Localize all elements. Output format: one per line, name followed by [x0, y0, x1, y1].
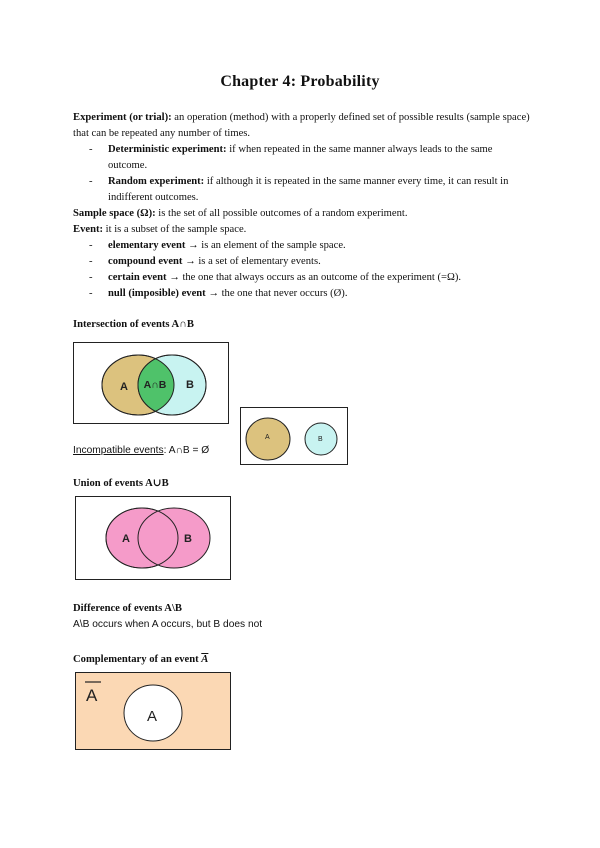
definitions-block [73, 110, 533, 302]
experiment-types-list [73, 142, 533, 206]
label-a: A [265, 434, 270, 441]
label-a: A [147, 708, 158, 725]
event-type-term: null (imposible) event [108, 288, 206, 299]
complement-diagram [75, 672, 231, 750]
union-diagram [75, 496, 231, 580]
list-item [89, 286, 533, 302]
random-term: Random experiment: [108, 176, 205, 187]
incompatible-formula: : A∩B = Ø [163, 445, 210, 456]
incompatible-diagram [240, 407, 348, 465]
list-item [89, 174, 533, 206]
experiment-definition [73, 110, 533, 142]
event-type-term: compound event [108, 256, 183, 267]
label-a: A [122, 533, 130, 545]
intersection-diagram [73, 342, 229, 424]
event-text: it is a subset of the sample space. [103, 224, 247, 235]
page-title: Chapter 4: Probability [220, 73, 380, 90]
circle-b [138, 508, 210, 568]
event-type-text: → the one that never occurs (Ø). [205, 288, 348, 299]
event-definition [73, 222, 533, 238]
random-text: if although it is repeated in the same manner every time, it can result in indifferent outcomes. [108, 176, 509, 203]
label-b: B [184, 533, 192, 545]
event-type-term: elementary event [108, 240, 186, 251]
label-b: B [318, 436, 323, 443]
list-item [89, 238, 533, 254]
complement-heading [73, 654, 208, 665]
complement-heading-text: Complementary of an event [73, 654, 202, 665]
intersection-heading: Intersection of events A∩B [73, 319, 194, 330]
event-type-term: certain event [108, 272, 167, 283]
list-item [89, 142, 533, 174]
experiment-text: an operation (method) with a properly defined set of possible results (sample space) that can be repeated any number of times. [73, 112, 530, 139]
event-type-text: → is an element of the sample space. [185, 240, 346, 251]
incompatible-events-caption [73, 445, 209, 456]
complement-heading-symbol: $\overline{A}$ [201, 654, 209, 665]
difference-text: A\B occurs when A occurs, but B does not [73, 619, 263, 630]
sample-space-term: Sample space (Ω): [73, 208, 156, 219]
deterministic-text: if when repeated in the same manner always leads to the same outcome. [108, 144, 493, 171]
label-a-bar: A [86, 686, 98, 705]
deterministic-term: Deterministic experiment: [108, 144, 227, 155]
event-term: Event: [73, 224, 104, 235]
difference-heading: Difference of events A\B [73, 603, 182, 614]
event-types-list [73, 238, 533, 302]
incompatible-label: Incompatible events [73, 445, 164, 456]
label-a-and-b: A∩B [143, 379, 167, 391]
experiment-term: Experiment (or trial): [73, 112, 172, 123]
sample-space-definition [73, 206, 533, 222]
event-type-text: → is a set of elementary events. [182, 256, 321, 267]
event-type-text: → the one that always occurs as an outcome of the experiment (=Ω). [166, 272, 462, 283]
label-b: B [186, 379, 194, 391]
label-a: A [120, 381, 128, 393]
list-item [89, 254, 533, 270]
list-item [89, 270, 533, 286]
sample-space-text: is the set of all possible outcomes of a random experiment. [155, 208, 408, 219]
union-heading: Union of events A∪B [73, 478, 169, 489]
